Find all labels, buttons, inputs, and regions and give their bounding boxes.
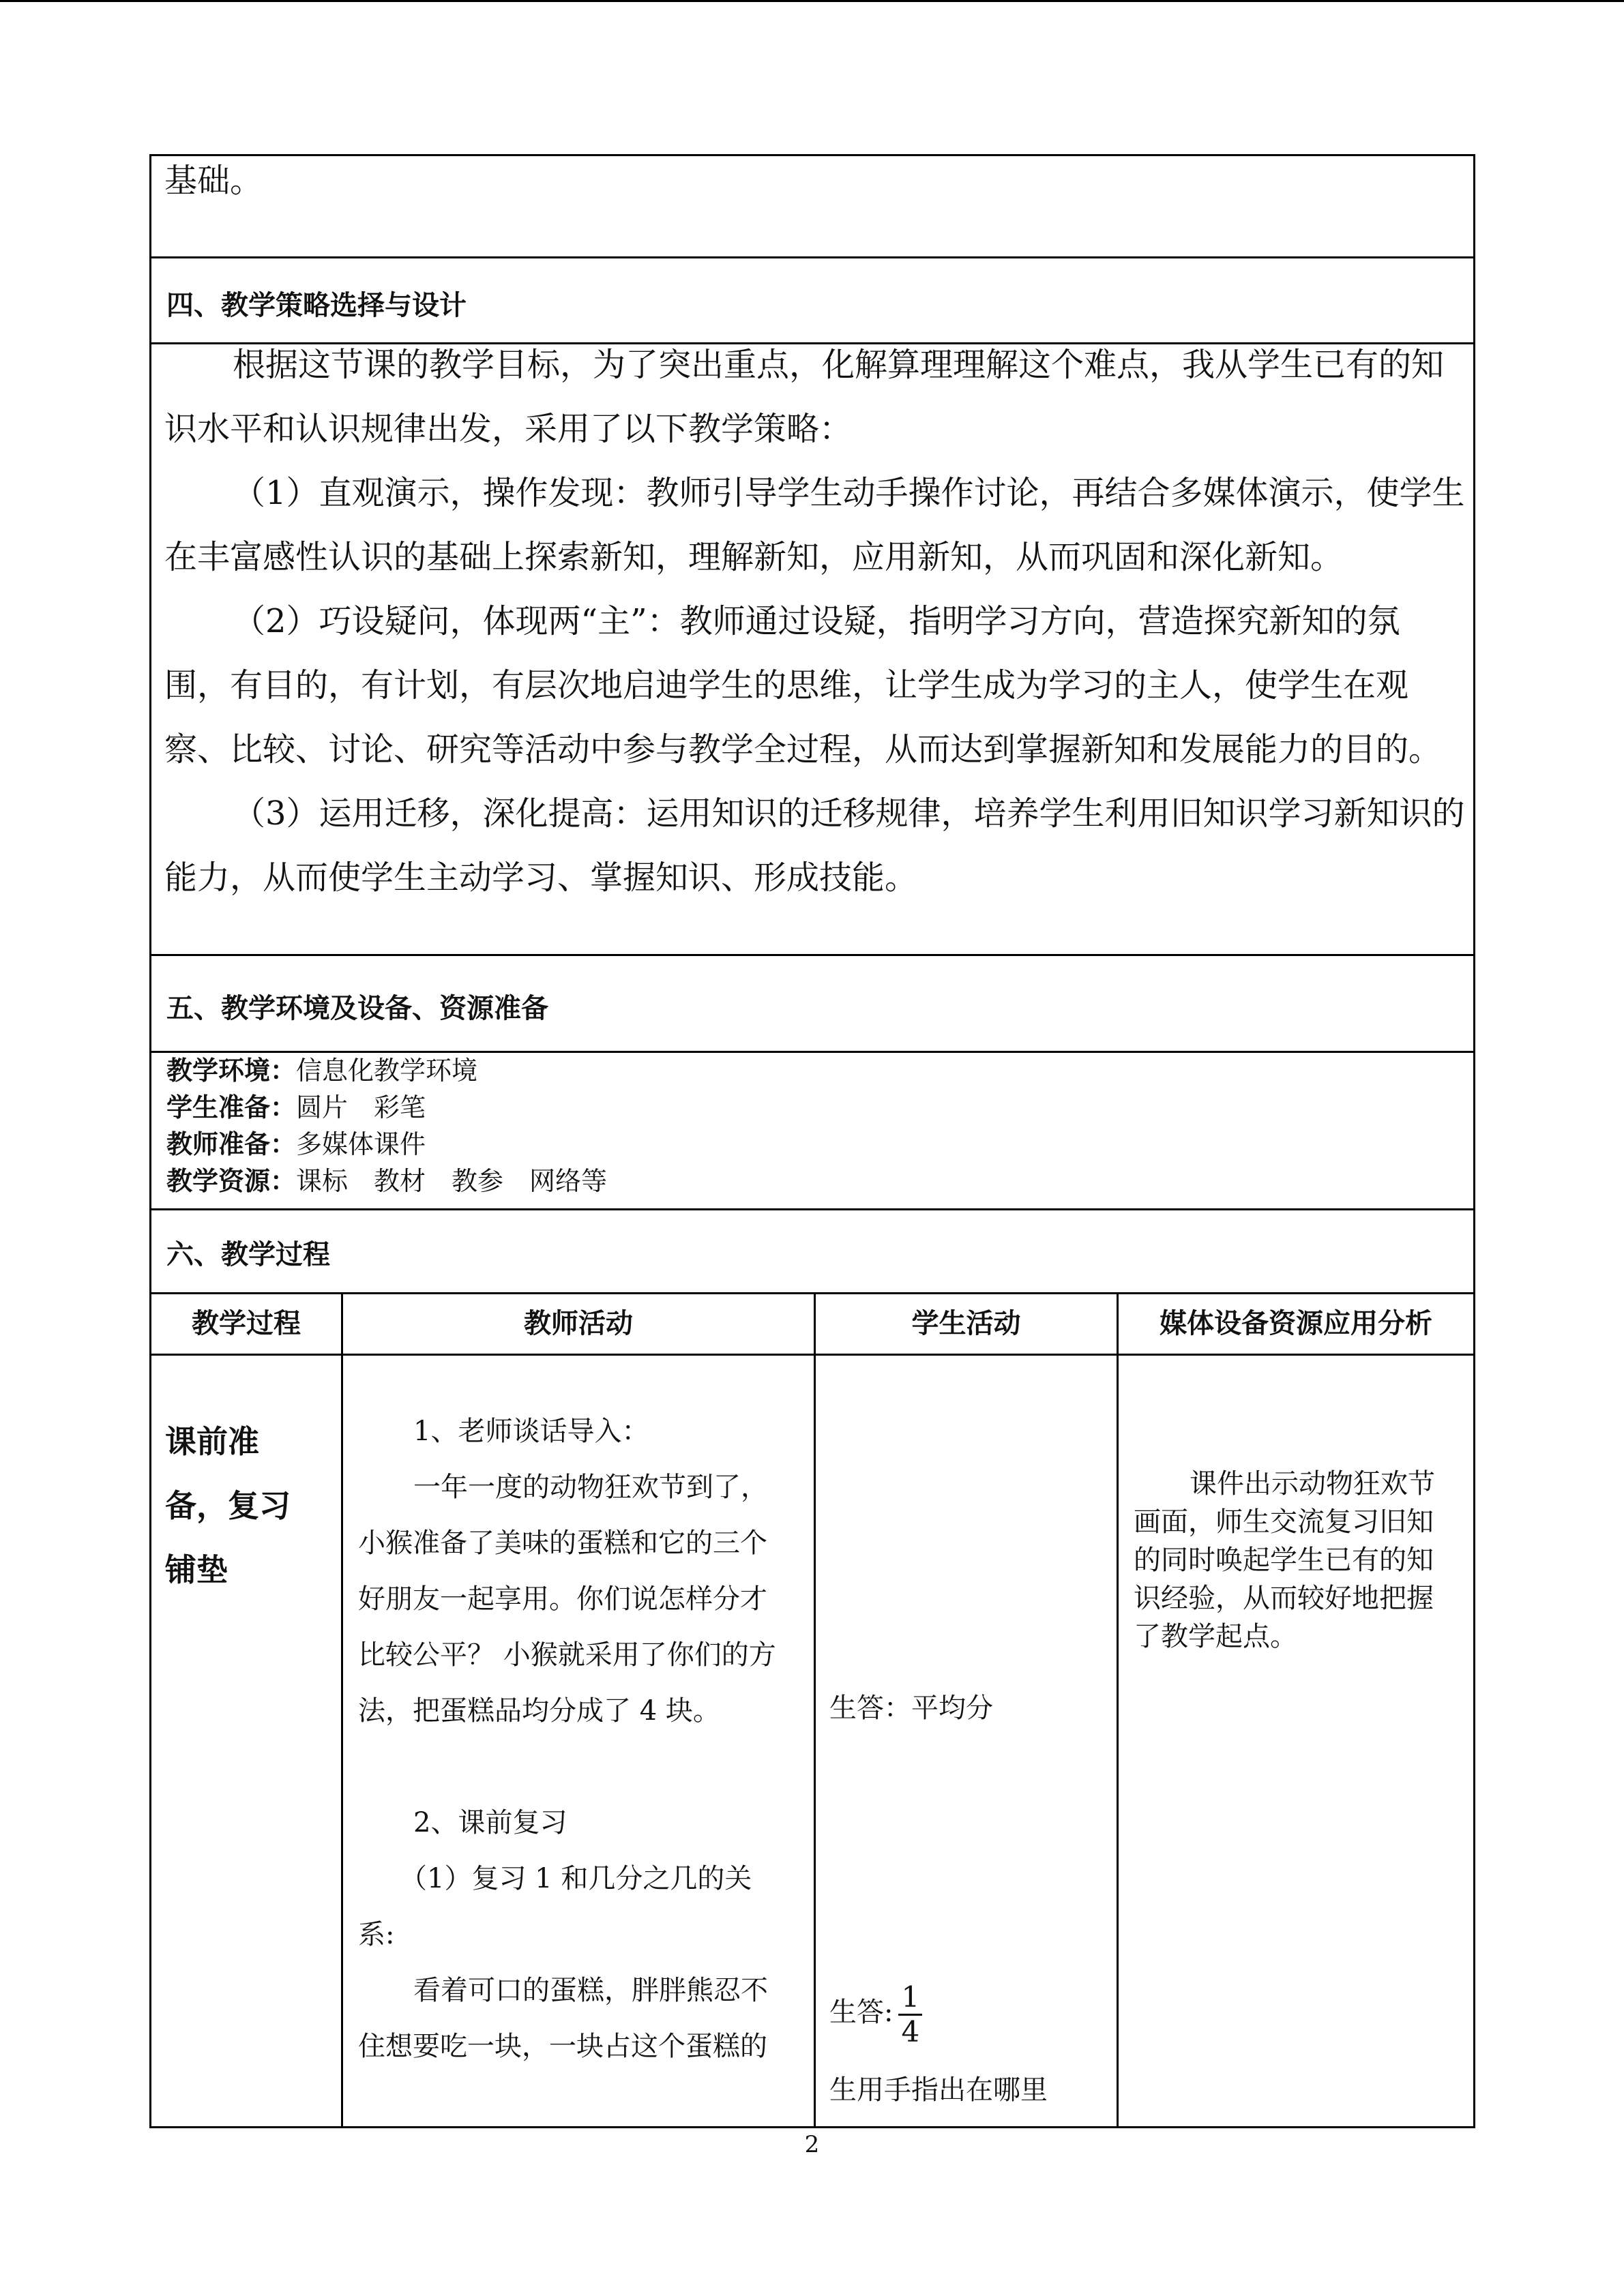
fraction — [898, 1981, 922, 2048]
column-header-stage: 教学过程 — [192, 1308, 301, 1339]
teacher-line: 法，把蛋糕品均分成了 4 块。 — [358, 1695, 720, 1727]
student-answer-fraction — [829, 1975, 922, 2050]
column-header-teacher: 教师活动 — [524, 1308, 633, 1339]
teacher-line: （1）复习 1 和几分之几的关 — [400, 1863, 752, 1894]
teacher-line: 好朋友一起享用。你们说怎样分才 — [358, 1583, 767, 1615]
media-line: 了教学起点。 — [1134, 1621, 1297, 1652]
column-divider — [814, 1292, 816, 2128]
strategy-line: 识水平和认识规律出发，采用了以下教学策略： — [164, 410, 853, 448]
fraction-numerator: 1 — [898, 1981, 922, 2016]
strategy-line: 根据这节课的教学目标，为了突出重点，化解算理理解这个难点，我从学生已有的知 — [233, 346, 1445, 384]
student-answer-label: 生答: — [829, 1997, 894, 2028]
table-bottom-border — [149, 2126, 1475, 2128]
teacher-line: 小猴准备了美味的蛋糕和它的三个 — [358, 1527, 767, 1559]
strategy-line: （1）直观演示，操作发现：教师引导学生动手操作讨论，再结合多媒体演示，使学生 — [233, 474, 1465, 512]
teacher-line: 比较公平？ 小猴就采用了你们的方 — [358, 1639, 776, 1671]
strategy-line: （3）运用迁移，深化提高：运用知识的迁移规律，培养学生利用旧知识学习新知识的 — [233, 794, 1465, 833]
environment-value: 课标 教材 教参 网络等 — [296, 1166, 608, 1196]
environment-label: 教学资源： — [166, 1166, 297, 1196]
media-line: 画面，师生交流复习旧知 — [1134, 1506, 1434, 1538]
column-divider — [1117, 1292, 1119, 2128]
environment-value: 信息化教学环境 — [296, 1056, 478, 1086]
page-top-border — [0, 0, 1624, 2]
column-divider — [341, 1292, 343, 2128]
environment-label: 教师准备： — [166, 1129, 297, 1159]
strategy-line: （2）巧设疑问，体现两“主”：教师通过设疑，指明学习方向，营造探究新知的氛 — [233, 602, 1400, 640]
environment-label: 学生准备： — [166, 1092, 297, 1122]
column-header-media: 媒体设备资源应用分析 — [1160, 1308, 1432, 1339]
row-divider — [149, 256, 1475, 258]
row-divider — [149, 954, 1475, 956]
teacher-line: 看着可口的蛋糕，胖胖熊忍不 — [413, 1975, 768, 2006]
row-divider — [149, 1354, 1475, 1356]
strategy-line: 察、比较、讨论、研究等活动中参与教学全过程，从而达到掌握新知和发展能力的目的。 — [164, 730, 1442, 769]
column-header-student: 学生活动 — [911, 1308, 1021, 1339]
media-line: 的同时唤起学生已有的知 — [1134, 1545, 1434, 1576]
environment-item — [166, 1163, 607, 1199]
student-answer: 生答：平均分 — [829, 1693, 993, 1724]
section-title-environment: 五、教学环境及设备、资源准备 — [166, 993, 548, 1024]
media-line: 识经验，从而较好地把握 — [1134, 1583, 1434, 1614]
section-title-strategy: 四、教学策略选择与设计 — [166, 290, 467, 321]
teacher-line: 一年一度的动物狂欢节到了， — [413, 1472, 768, 1503]
student-answer: 生用手指出在哪里 — [829, 2074, 1048, 2106]
table-top-border — [149, 154, 1475, 156]
strategy-line: 在丰富感性认识的基础上探索新知，理解新知，应用新知，从而巩固和深化新知。 — [164, 538, 1344, 576]
environment-value: 多媒体课件 — [296, 1129, 426, 1159]
stage-line: 备，复习 — [165, 1487, 291, 1524]
strategy-line: 能力，从而使学生主动学习、掌握知识、形成技能。 — [164, 859, 918, 897]
teacher-line: 2、课前复习 — [413, 1807, 567, 1838]
continuation-text: 基础。 — [164, 162, 263, 200]
environment-item — [166, 1126, 426, 1163]
media-line: 课件出示动物狂欢节 — [1190, 1468, 1435, 1500]
table-right-border — [1473, 154, 1475, 2128]
stage-line: 铺垫 — [165, 1551, 228, 1588]
row-divider — [149, 1208, 1475, 1210]
fraction-denominator: 4 — [901, 2014, 920, 2048]
environment-label: 教学环境： — [166, 1056, 297, 1086]
section-title-process: 六、教学过程 — [166, 1239, 330, 1270]
environment-item — [166, 1089, 426, 1126]
environment-item — [166, 1052, 477, 1089]
table-left-border — [149, 154, 151, 2128]
page-number: 2 — [804, 2131, 820, 2158]
teacher-line: 系: — [358, 1919, 395, 1950]
teacher-line: 住想要吃一块，一块占这个蛋糕的 — [358, 2031, 767, 2062]
environment-value: 圆片 彩笔 — [296, 1092, 426, 1122]
stage-line: 课前准 — [165, 1423, 259, 1460]
teacher-line: 1、老师谈话导入： — [413, 1416, 649, 1447]
strategy-line: 围，有目的，有计划，有层次地启迪学生的思维，让学生成为学习的主人，使学生在观 — [164, 666, 1409, 704]
